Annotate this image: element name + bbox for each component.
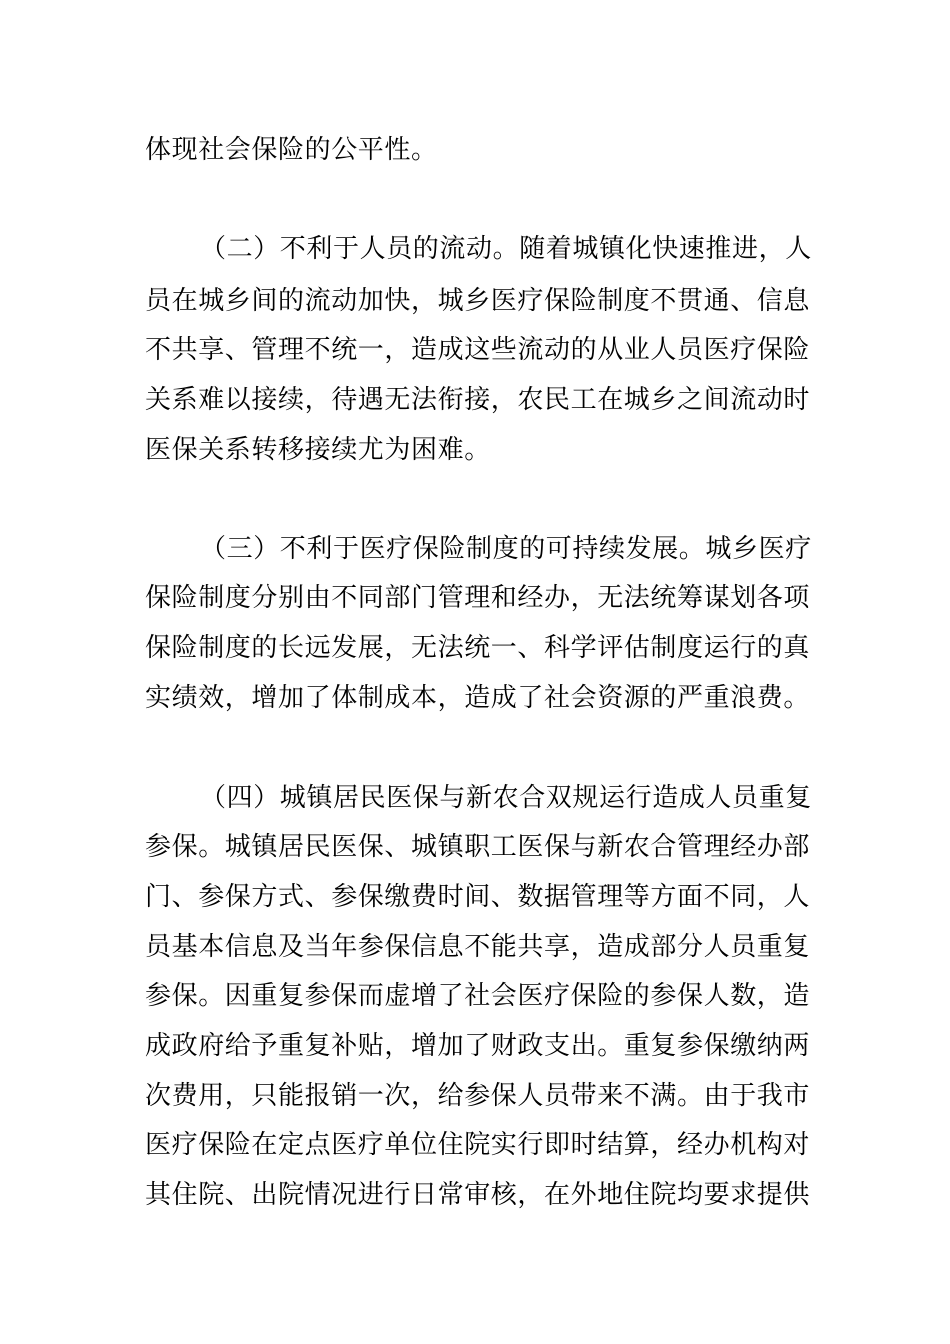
paragraph-line: 保险制度分别由不同部门管理和经办，无法统筹谋划各项 (145, 583, 811, 613)
paragraph-line: （四）城镇居民医保与新农合双规运行造成人员重复 (200, 783, 812, 813)
paragraph-line: 员在城乡间的流动加快，城乡医疗保险制度不贯通、信息 (145, 286, 811, 316)
paragraph-line: 其住院、出院情况进行日常审核，在外地住院均要求提供 (145, 1180, 811, 1210)
paragraph-line: 医疗保险在定点医疗单位住院实行即时结算，经办机构对 (145, 1130, 811, 1160)
paragraph-line: （二）不利于人员的流动。随着城镇化快速推进，人 (200, 234, 812, 264)
paragraph-line: 参保。城镇居民医保、城镇职工医保与新农合管理经办部 (145, 832, 811, 862)
paragraph-line: 成政府给予重复补贴，增加了财政支出。重复参保缴纳两 (145, 1031, 811, 1061)
paragraph-line: （三）不利于医疗保险制度的可持续发展。城乡医疗 (200, 534, 812, 564)
paragraph-line: 保险制度的长远发展，无法统一、科学评估制度运行的真 (145, 633, 811, 663)
paragraph-line: 医保关系转移接续尤为困难。 (145, 435, 491, 465)
paragraph-line: 门、参保方式、参保缴费时间、数据管理等方面不同，人 (145, 882, 811, 912)
paragraph-line: 体现社会保险的公平性。 (145, 135, 438, 165)
paragraph-line: 员基本信息及当年参保信息不能共享，造成部分人员重复 (145, 932, 811, 962)
paragraph-line: 不共享、管理不统一，造成这些流动的从业人员医疗保险 (145, 335, 811, 365)
paragraph-line: 参保。因重复参保而虚增了社会医疗保险的参保人数，造 (145, 981, 811, 1011)
paragraph-line: 关系难以接续，待遇无法衔接，农民工在城乡之间流动时 (145, 385, 811, 415)
paragraph-line: 次费用，只能报销一次，给参保人员带来不满。由于我市 (145, 1081, 811, 1111)
paragraph-line: 实绩效，增加了体制成本，造成了社会资源的严重浪费。 (145, 683, 811, 713)
